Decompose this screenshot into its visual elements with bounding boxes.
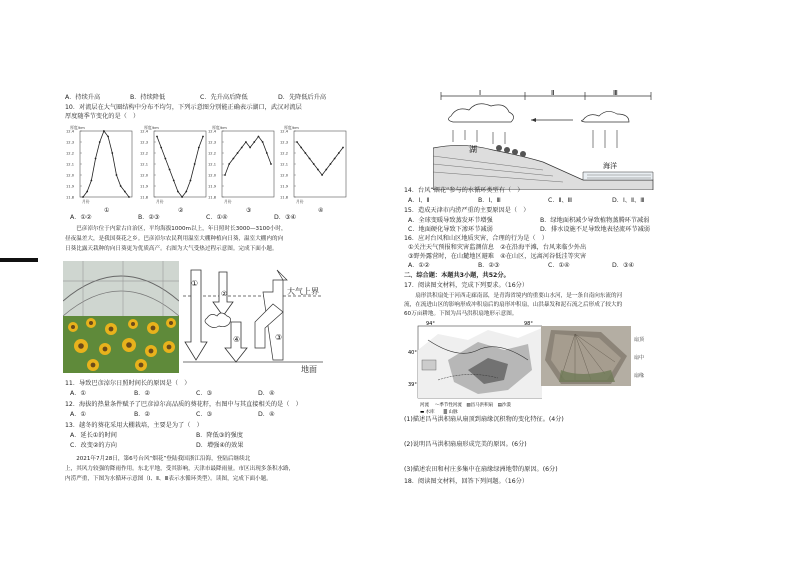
q11-option-b: B．② xyxy=(134,390,150,397)
y-axis-label: 厚度/km xyxy=(144,125,159,130)
data-point xyxy=(128,196,130,198)
map-lat-40: 40° xyxy=(408,350,417,356)
line-chart-4 xyxy=(280,125,350,213)
line-chart-2 xyxy=(140,125,210,213)
data-point xyxy=(342,147,344,149)
data-point xyxy=(253,141,255,143)
q15-option-a: A．全球变暖导致蒸发环节增强 xyxy=(408,217,493,224)
section2-title: 二、综合题：本题共3小题，共52分。 xyxy=(404,272,510,279)
passage1-line2: 昼夜温差大，是我国葵花之乡。巴彦淖尔农民利用温室大棚种植向日葵，温室大棚内的向 xyxy=(65,236,284,242)
chart-number: ③ xyxy=(246,207,252,213)
q10-option-b: B．②③ xyxy=(138,214,160,221)
data-point xyxy=(296,141,298,143)
data-point xyxy=(270,163,272,165)
map-legend-1: 河流 ～季节性河流 ▨昌马洪积扇 ▤沙漠 xyxy=(420,403,511,408)
q13-option-b: B．降低③的强度 xyxy=(196,432,243,439)
y-axis-label: 厚度/km xyxy=(70,125,85,130)
q16-option-b: B．②③ xyxy=(478,262,500,269)
data-point xyxy=(194,163,196,165)
q14-option-d: D．Ⅰ、Ⅱ、Ⅲ xyxy=(612,197,645,204)
data-point xyxy=(334,158,336,160)
diagram-label-4: ④ xyxy=(233,335,241,344)
y-tick-label: 12.2 xyxy=(280,151,289,156)
q15-stem: 15．造成天津市内涝严重的主要原因是（ ） xyxy=(404,207,530,214)
q12-option-b: B．② xyxy=(134,411,150,418)
map-lon-98: 98° xyxy=(524,321,533,327)
q9-option-c: C．先升高后降低 xyxy=(200,94,248,101)
line-chart-1 xyxy=(66,125,136,213)
data-point xyxy=(90,180,92,182)
data-point xyxy=(198,147,200,149)
x-axis-label: 月份 xyxy=(156,199,164,204)
data-point xyxy=(241,147,243,149)
data-point xyxy=(300,147,302,149)
q9-option-d: D．先降低后升高 xyxy=(278,94,327,101)
q15-option-b: B．绿地面积减少导致植物蒸腾环节减弱 xyxy=(540,217,650,224)
fan-top-label: 扇顶 xyxy=(634,337,645,343)
data-point xyxy=(321,174,323,176)
chart-frame xyxy=(294,131,346,197)
q12-option-c: C．③ xyxy=(196,411,213,418)
q12-option-a: A．① xyxy=(70,411,86,418)
atmosphere-heating-diagram xyxy=(183,262,325,374)
data-point xyxy=(164,158,166,160)
q10-stem-line1: 10．对流层在大气圈结构中分布不均匀，下列示意图分别能正确表示湖口，武汉对流层 xyxy=(65,104,302,111)
y-tick-label: 12.4 xyxy=(140,129,149,134)
y-tick-label: 12.2 xyxy=(140,151,149,156)
region-I-label: Ⅰ xyxy=(479,90,482,97)
q16-line2: ③野外露营时，在山麓地区避难 ④在山区，远离河谷低洼等灾害 xyxy=(408,253,587,260)
q16-line1: ①关注天气预报和灾害监测信息 ②在沿海平滩，台风来临少外出 xyxy=(408,244,587,251)
diagram-label-1: ① xyxy=(191,279,199,288)
passage1-line1: 巴彦淖尔位于内蒙古自治区，平均海拔1000m以上，年日照时长3000—3100小时， xyxy=(65,226,287,232)
q11-option-a: A．① xyxy=(70,390,86,397)
data-point xyxy=(245,141,247,143)
q15-option-c: C．地面硬化导致下渗环节减弱 xyxy=(408,226,493,233)
y-tick-label: 12.3 xyxy=(208,140,217,145)
q14-stem: 14．台风“烟花”参与的水循环类型有（ ） xyxy=(404,187,524,194)
data-point xyxy=(185,191,187,193)
q14-option-a: A．Ⅰ、Ⅱ xyxy=(408,197,430,204)
data-point xyxy=(262,141,264,143)
y-tick-label: 12.2 xyxy=(66,151,75,156)
data-point xyxy=(160,147,162,149)
y-axis-label: 厚度/km xyxy=(212,125,227,130)
q10-option-d: D．③④ xyxy=(274,214,297,221)
q13-option-c: C．改变②的方向 xyxy=(70,442,117,449)
q16-stem: 16．应对台风和山区地质灾害，合理的行为是（ ） xyxy=(404,235,548,242)
passage1-line3: 日葵比露天栽种的向日葵更为优质高产。右图为大气受热过程示意图。完成下面小题。 xyxy=(65,246,278,252)
diagram-label-top: 大气上界 xyxy=(287,287,319,296)
y-tick-label: 12.0 xyxy=(280,173,289,178)
y-tick-label: 12.4 xyxy=(208,129,217,134)
y-tick-label: 12.0 xyxy=(140,173,149,178)
data-point xyxy=(228,163,230,165)
diagram-label-2: ② xyxy=(221,290,228,298)
q11-option-c: C．③ xyxy=(196,390,213,397)
y-tick-label: 12.1 xyxy=(208,162,217,167)
y-axis-label: 厚度/km xyxy=(284,125,299,130)
margin-binding-mark xyxy=(0,258,38,262)
y-tick-label: 11.8 xyxy=(208,195,217,200)
data-point xyxy=(309,158,311,160)
y-tick-label: 12.3 xyxy=(140,140,149,145)
y-tick-label: 12.2 xyxy=(208,151,217,156)
chart-frame xyxy=(154,131,206,197)
data-point xyxy=(190,180,192,182)
x-axis-label: 月份 xyxy=(296,199,304,204)
q17-stem: 17．阅读图文材料，完成下列要求。（16分） xyxy=(404,282,529,289)
data-point xyxy=(120,185,122,187)
q9-option-b: B．持续降低 xyxy=(130,94,166,101)
data-point xyxy=(313,163,315,165)
y-tick-label: 12.4 xyxy=(280,129,289,134)
q17-passage-2: 流，在流进山区的影响形成冲积扇后的扇形冲积扇，山洪暴发和泥石流之后形成了较大的 xyxy=(404,302,623,308)
data-point xyxy=(124,191,126,193)
y-tick-label: 12.1 xyxy=(280,162,289,167)
y-tick-label: 11.8 xyxy=(280,195,289,200)
fan-mid-label: 扇中 xyxy=(634,355,645,361)
line-chart-3 xyxy=(208,125,278,213)
y-tick-label: 12.1 xyxy=(66,162,75,167)
data-point xyxy=(304,152,306,154)
y-tick-label: 11.9 xyxy=(208,184,217,189)
data-point xyxy=(325,169,327,171)
fan-edge-label: 扇缘 xyxy=(634,373,645,379)
data-point xyxy=(258,136,260,138)
y-tick-label: 11.9 xyxy=(66,184,75,189)
q10-stem-line2: 厚度随季节变化的是（ ） xyxy=(65,113,140,120)
data-point xyxy=(99,141,101,143)
q14-option-b: B．Ⅰ、Ⅲ xyxy=(478,197,501,204)
q17-passage-3: 60万亩耕地。下图为昌马洪积扇地形示意图。 xyxy=(404,311,518,317)
data-point xyxy=(169,169,171,171)
q12-stem: 12．海拔的热量条件赋予了巴彦淖尔高品质的葵花籽，右图中与其直接相关的是（ ） xyxy=(65,401,302,408)
data-point xyxy=(202,136,204,138)
q11-option-d: D．④ xyxy=(258,390,275,397)
data-point xyxy=(173,180,175,182)
data-point xyxy=(330,163,332,165)
y-tick-label: 11.8 xyxy=(66,195,75,200)
q17-sub2: (2)说明昌马洪积扇扇形成完美的原因。(6分) xyxy=(404,441,527,448)
q17-passage-1: 扇形洪积扇处于河西走廊南部，是青海省境内的重要山水河，是一条自南向东流的河 xyxy=(404,293,623,299)
q13-option-d: D．增强④的效果 xyxy=(196,442,244,449)
data-point xyxy=(82,196,84,198)
q17-sub3: (3)描述农田和村庄多集中在扇缘绿洲地带的原因。(6分) xyxy=(404,466,558,473)
data-point xyxy=(103,130,105,132)
data-point xyxy=(156,136,158,138)
data-point xyxy=(181,196,183,198)
y-tick-label: 12.0 xyxy=(208,173,217,178)
y-tick-label: 12.3 xyxy=(66,140,75,145)
chart-number: ② xyxy=(178,207,184,213)
data-point xyxy=(107,136,109,138)
chart-frame xyxy=(80,131,132,197)
region-III-label: Ⅲ xyxy=(613,90,618,97)
y-tick-label: 11.8 xyxy=(140,195,149,200)
data-point xyxy=(116,174,118,176)
data-point xyxy=(317,169,319,171)
data-point xyxy=(237,152,239,154)
y-tick-label: 11.9 xyxy=(280,184,289,189)
data-point xyxy=(232,158,234,160)
passage2-line3: 内涝严重，下图为水循环示意图（Ⅰ、Ⅱ、Ⅲ表示水循环类型）。读图，完成下面小题。 xyxy=(65,476,272,482)
data-point xyxy=(177,191,179,193)
changma-fan-map xyxy=(408,320,542,414)
y-tick-label: 12.3 xyxy=(280,140,289,145)
q11-stem: 11．导致巴彦淖尔日照时间长的原因是（ ） xyxy=(65,380,191,387)
data-point xyxy=(86,191,88,193)
q9-option-a: A．持续升高 xyxy=(65,94,101,101)
diagram-label-ground: 地面 xyxy=(301,365,317,374)
x-axis-label: 月份 xyxy=(82,199,90,204)
y-tick-label: 11.9 xyxy=(140,184,149,189)
q17-sub1: (1)描述昌马洪积扇从扇顶到扇缘沉积物的变化特征。(4分) xyxy=(404,416,564,423)
y-tick-label: 12.4 xyxy=(66,129,75,134)
data-point xyxy=(338,152,340,154)
lake-label: 湖 xyxy=(469,145,477,154)
data-point xyxy=(111,152,113,154)
map-lat-39: 39° xyxy=(408,382,417,388)
passage2-line1: 2021年7月28日，第6号台风“烟花”登陆我国浙江沿海，登陆后继续北 xyxy=(65,456,251,462)
q16-option-d: D．③④ xyxy=(612,262,635,269)
q10-option-a: A．①② xyxy=(70,214,92,221)
data-point xyxy=(95,158,97,160)
diagram-label-3: ③ xyxy=(275,333,283,342)
y-tick-label: 12.0 xyxy=(66,173,75,178)
chart-number: ④ xyxy=(318,207,324,213)
q18-stem: 18．阅读图文材料，回答下列问题。（16分） xyxy=(404,478,529,485)
q12-option-d: D．④ xyxy=(258,411,275,418)
x-axis-label: 月份 xyxy=(224,199,232,204)
map-legend-2: ▬ 水库 ▒ 山脉 xyxy=(420,410,458,414)
map-lon-94: 94° xyxy=(426,321,435,327)
q14-option-c: C．Ⅱ、Ⅲ xyxy=(548,197,573,204)
q13-stem: 13．越冬的葵花采用大棚栽培，主要是为了（ ） xyxy=(65,422,203,429)
q16-option-a: A．①② xyxy=(408,262,430,269)
passage2-line2: 上，其风力较强的降雨作用。东北平地，受其影响，天津市最降雨量。市区出现多条积水路， xyxy=(65,466,295,472)
chart-number: ① xyxy=(104,207,110,213)
sunflower-greenhouse-photo xyxy=(63,261,179,373)
water-cycle-diagram xyxy=(433,90,655,190)
data-point xyxy=(224,174,226,176)
y-tick-label: 12.1 xyxy=(140,162,149,167)
fan-satellite-image xyxy=(541,326,631,386)
q10-option-c: C．①④ xyxy=(206,214,228,221)
q13-option-a: A．延长①的时间 xyxy=(70,432,117,439)
q15-option-d: D．排水设施不足导致地表径流环节减弱 xyxy=(540,226,650,233)
q16-option-c: C．①④ xyxy=(548,262,570,269)
ocean-label: 海洋 xyxy=(603,162,617,170)
data-point xyxy=(266,152,268,154)
data-point xyxy=(249,147,251,149)
region-II-label: Ⅱ xyxy=(551,90,555,97)
